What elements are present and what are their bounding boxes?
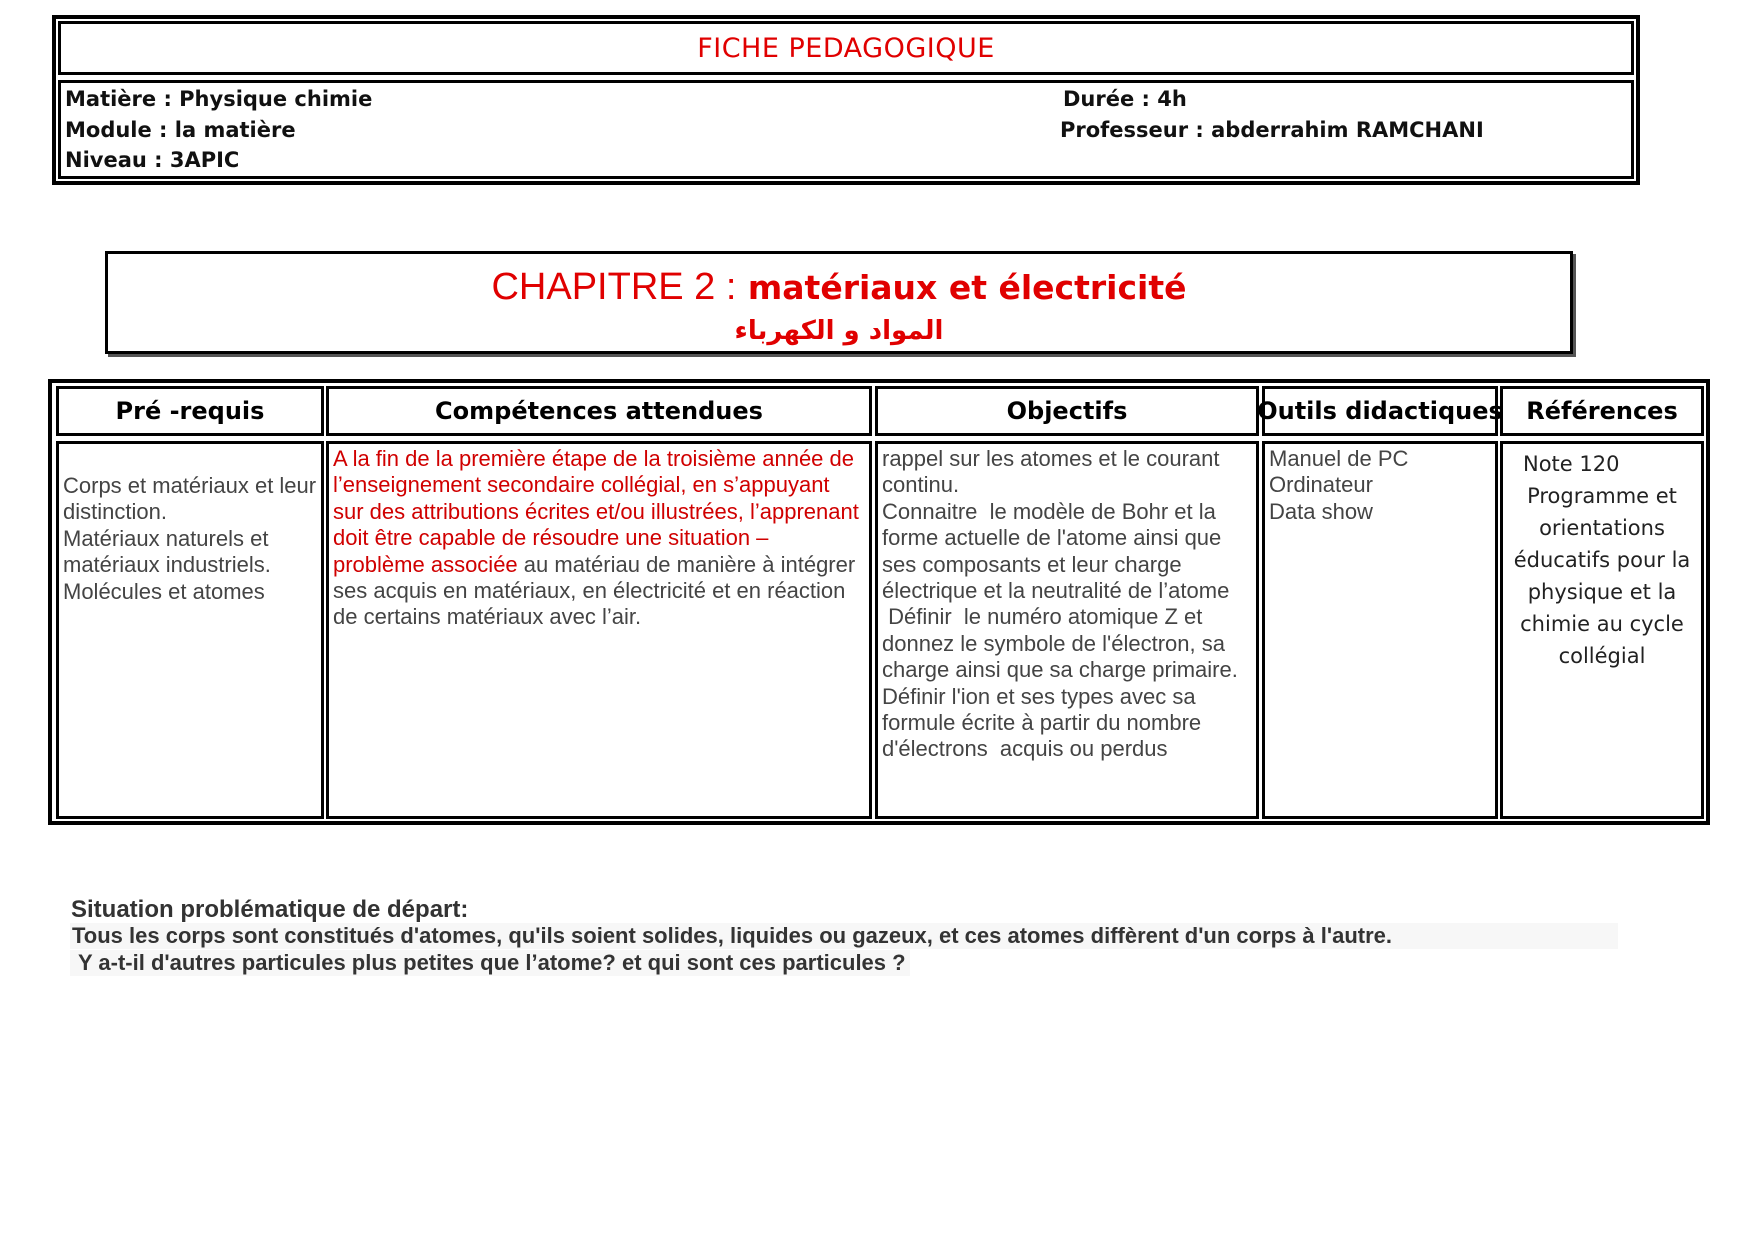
- chapter-number: CHAPITRE 2 :: [491, 266, 737, 308]
- chapter-arabic-title: المواد و الكهرباء: [734, 316, 944, 346]
- chapter-name: matériaux et électricité: [747, 268, 1187, 307]
- reference-note: Note 120: [1523, 452, 1620, 476]
- matiere-label: Matière : Physique chimie: [65, 87, 373, 111]
- outil-item: Manuel de PC: [1269, 446, 1409, 471]
- fiche-info-box: [58, 80, 1634, 179]
- cell-outils: [1262, 441, 1498, 819]
- cell-references: [1500, 441, 1704, 819]
- situation-statement: Tous les corps sont constitués d'atomes, qu'ils soient solides, liquides ou gazeux, et ces atomes diffèrent d'un corps à l'autre.: [70, 923, 1618, 949]
- situation-title: Situation problématique de départ:: [71, 896, 469, 923]
- fiche-title-box: [58, 21, 1634, 75]
- module-label: Module : la matière: [65, 118, 296, 142]
- niveau-label: Niveau : 3APIC: [65, 148, 240, 172]
- outil-item: Ordinateur: [1269, 472, 1373, 498]
- outil-item: Data show: [1269, 498, 1373, 524]
- reference-programme: Programme et orientations éducatifs pour la physique et la chimie au cycle collégial: [1513, 484, 1691, 668]
- cell-competences: [326, 441, 872, 819]
- cell-objectifs: rappel sur les atomes et le courant continu. Connaitre le modèle de Bohr et la forme actuelle de l'atome ainsi que ses composants et leur charge électrique et la neutralité de l’atome Définir le numéro atomique Z et donnez le symbole de l'électron, sa charge ainsi que sa charge primaire. Définir l'ion et ses types avec sa formule écrite à partir du nombre d'électrons acquis ou perdus: [875, 441, 1259, 819]
- header-competences: Compétences attendues: [326, 386, 872, 436]
- competences-highlight: A la fin de la première étape de la troisième année de l’enseignement secondaire collégial, en s’appuyant sur des attributions écrites et/ou illustrées, l’apprenant doit être capable de résoudre une situation – problème associée: [333, 446, 859, 577]
- situation-question: Y a-t-il d'autres particules plus petites que l’atome? et qui sont ces particules ?: [70, 950, 910, 976]
- header-objectifs: Objectifs: [875, 386, 1259, 436]
- duree-label: Durée : 4h: [1063, 87, 1187, 111]
- cell-prerequis: Corps et matériaux et leur distinction. Matériaux naturels et matériaux industriels. Molécules et atomes: [56, 441, 324, 819]
- header-references: Références: [1500, 386, 1704, 436]
- page-title: FICHE PEDAGOGIQUE: [697, 32, 995, 64]
- header-outils: Outils didactiques: [1262, 386, 1498, 436]
- chapter-box: [105, 251, 1573, 354]
- professeur-label: Professeur : abderrahim RAMCHANI: [1060, 118, 1484, 142]
- chapter-title: [108, 266, 1570, 309]
- header-prerequis: Pré -requis: [56, 386, 324, 436]
- competences-rest: au matériau de manière à intégrer ses acquis en matériaux, en électricité et en réaction de certains matériaux avec l’air.: [333, 551, 856, 630]
